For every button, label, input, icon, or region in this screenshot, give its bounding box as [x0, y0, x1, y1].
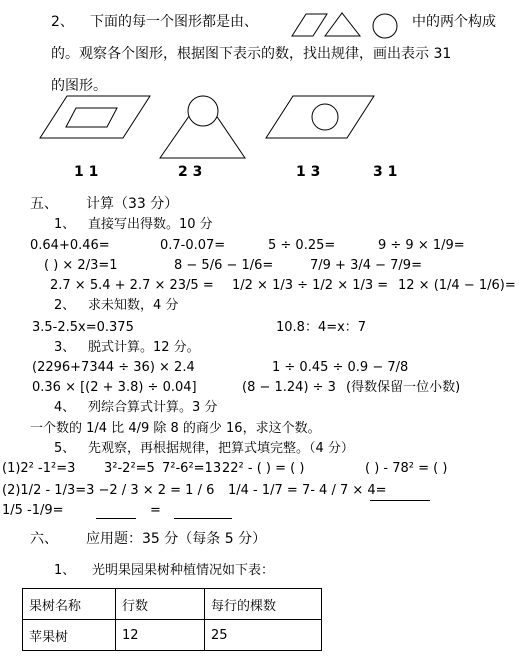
figure-23 [160, 96, 245, 158]
table-row [23, 620, 322, 651]
pattern1-expr-3: 7²-6²=13 [162, 461, 222, 476]
calc-3: 0.36 × [(2 + 3.8) ÷ 0.04] [32, 380, 197, 395]
section-5-title: 计算（33 分） [86, 196, 179, 212]
parallelogram-icon [292, 14, 327, 36]
sub5-title: 先观察，再根据规律，把算式填完整。（4 分） [88, 441, 354, 456]
q2-line2: 的。观察各个图形，根据图下表示的数，找出规律，画出表示 31 [51, 46, 452, 62]
section-6-title: 应用题：35 分（每条 5 分） [86, 531, 267, 547]
sub2-title: 求未知数，4 分 [88, 298, 179, 313]
pattern3-equals: = [150, 503, 161, 518]
figure-11 [40, 96, 150, 138]
figure-13 [266, 96, 374, 138]
figure-label-2: 2 3 [178, 164, 203, 180]
equation-2: 10.8：4=x：7 [276, 320, 367, 335]
figure-label-3: 1 3 [296, 164, 321, 180]
pattern2-expr-2: 1/4 - 1/7 = 7- 4 / 7 × 4= [228, 483, 387, 498]
q2-number: 2、 [51, 14, 74, 30]
figure-label-4: 3 1 [373, 164, 398, 180]
q2-tail-text: 中的两个构成 [412, 14, 496, 30]
table-header-row [23, 589, 322, 620]
row1-expr-1: 0.64+0.46= [30, 238, 110, 253]
q2-lead-text: 下面的每一个图形都是由、 [90, 14, 258, 30]
section-5-number: 五、 [30, 196, 58, 212]
equation-1: 3.5-2.5x=0.375 [32, 320, 134, 335]
calc-2: 1 ÷ 0.45 ÷ 0.9 − 7/8 [272, 360, 409, 375]
sec6-sub1-title: 光明果园果树种植情况如下表： [92, 563, 275, 578]
row3-expr-2: 1/2 × 1/3 ÷ 1/2 × 1/3 = [232, 278, 389, 293]
pattern1-expr-2: 3²-2²=5 [104, 461, 155, 476]
table-cell: 12 [116, 620, 205, 651]
sub2-number: 2、 [54, 298, 76, 313]
row3-expr-1: 2.7 × 5.4 + 2.7 × 23/5 = [50, 278, 214, 293]
row2-expr-2: 8 − 5/6 − 1/6= [174, 258, 274, 273]
triangle-icon [325, 13, 360, 36]
sec6-sub1-number: 1、 [54, 563, 76, 578]
row3-expr-3: 12 × (1/4 − 1/6)= [398, 278, 516, 293]
answer-blank-3[interactable] [174, 518, 232, 519]
calc-1: (2296+7344 ÷ 36) × 2.4 [32, 360, 195, 375]
calc-4: (8 − 1.24) ÷ 3 [242, 380, 336, 395]
table-cell: 苹果树 [23, 620, 116, 651]
sub5-number: 5、 [54, 441, 76, 456]
sub4-title: 列综合算式计算。3 分 [88, 400, 218, 415]
sub3-title: 脱式计算。12 分。 [88, 340, 200, 355]
sub4-number: 4、 [54, 400, 76, 415]
row1-expr-3: 5 ÷ 0.25= [268, 238, 336, 253]
row1-expr-2: 0.7-0.07= [160, 238, 226, 253]
row1-expr-4: 9 ÷ 9 × 1/9= [378, 238, 465, 253]
answer-blank-2[interactable] [96, 518, 136, 519]
sub1-title: 直接写出得数。10 分 [88, 217, 213, 232]
sub1-number: 1、 [54, 217, 76, 232]
answer-blank-1[interactable] [370, 500, 430, 501]
q2-line3: 的图形。 [51, 78, 107, 94]
sub3-number: 3、 [54, 340, 76, 355]
pattern1-expr-5: ( ) - 78² = ( ) [365, 461, 448, 476]
circle-icon [373, 14, 397, 38]
orchard-table [22, 588, 322, 651]
table-header-cell: 每行的棵数 [205, 589, 322, 620]
row2-expr-3: 7/9 + 3/4 − 7/9= [310, 258, 422, 273]
figure-label-1: 1 1 [74, 164, 99, 180]
sub4-question: 一个数的 1/4 比 4/9 除 8 的商少 16，求这个数。 [30, 421, 321, 436]
table-header-cell: 果树名称 [23, 589, 116, 620]
row2-expr-1: ( ) × 2/3=1 [44, 258, 118, 273]
section-6-number: 六、 [30, 531, 58, 547]
pattern2-expr-1: (2)1/2 - 1/3=3 −2 / 3 × 2 = 1 / 6 [2, 483, 215, 498]
pattern1-expr-4: 22² - ( ) = ( ) [222, 461, 305, 476]
table-cell: 25 [205, 620, 322, 651]
calc-note: (得数保留一位小数) [346, 380, 461, 395]
pattern3-expr-1: 1/5 -1/9= [2, 503, 64, 518]
pattern1-expr-1: (1)2² -1²=3 [2, 461, 76, 476]
table-header-cell: 行数 [116, 589, 205, 620]
